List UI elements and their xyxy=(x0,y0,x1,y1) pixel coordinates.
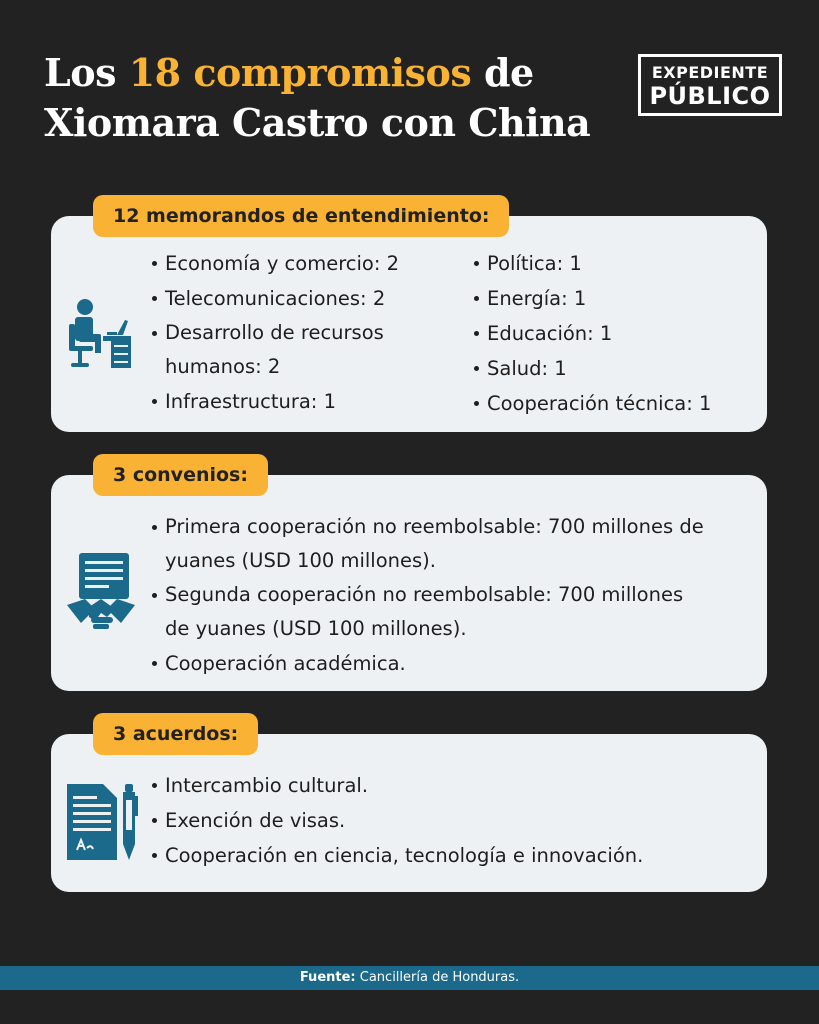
list-item: Intercambio cultural. xyxy=(151,768,643,803)
acuerdos-list xyxy=(151,768,643,873)
signed-document-pen-icon xyxy=(67,782,143,868)
memorandos-list-left xyxy=(151,246,437,419)
list-item: Cooperación técnica: 1 xyxy=(473,386,711,421)
convenios-card xyxy=(51,475,767,691)
memorandos-card xyxy=(51,216,767,432)
title-prefix: Los xyxy=(44,50,116,95)
source-footer xyxy=(0,966,819,990)
list-item: Cooperación académica. xyxy=(151,646,711,681)
footer-text: Cancillería de Honduras. xyxy=(359,970,520,985)
list-item: Energía: 1 xyxy=(473,281,711,316)
memorandos-heading: 12 memorandos de entendimiento: xyxy=(93,195,509,237)
list-item: Exención de visas. xyxy=(151,803,643,838)
list-item: Segunda cooperación no reembolsable: 700 millones de yuanes (USD 100 millones). xyxy=(151,578,705,646)
list-item: Telecomunicaciones: 2 xyxy=(151,281,437,316)
list-item: Primera cooperación no reembolsable: 700 millones de yuanes (USD 100 millones). xyxy=(151,510,705,578)
expediente-publico-logo xyxy=(638,54,782,116)
convenios-heading: 3 convenios: xyxy=(93,454,268,496)
footer-label: Fuente: xyxy=(299,970,356,985)
list-item: Política: 1 xyxy=(473,246,711,281)
list-item: Educación: 1 xyxy=(473,316,711,351)
acuerdos-card xyxy=(51,734,767,892)
list-item: Cooperación en ciencia, tecnología e innovación. xyxy=(151,838,643,873)
document-handshake-icon xyxy=(65,551,137,641)
worker-at-desk-icon xyxy=(67,298,133,374)
list-item: Desarrollo de recursos humanos: 2 xyxy=(151,316,437,384)
title-suffix: de xyxy=(483,50,534,95)
acuerdos-heading: 3 acuerdos: xyxy=(93,713,258,755)
title-highlight: 18 compromisos xyxy=(128,50,472,95)
logo-line2: PÚBLICO xyxy=(649,82,771,110)
logo-line1: EXPEDIENTE xyxy=(651,63,769,82)
title-line2: Xiomara Castro con China xyxy=(44,100,591,145)
list-item: Economía y comercio: 2 xyxy=(151,246,437,281)
page-title xyxy=(44,48,590,148)
convenios-list xyxy=(151,510,711,681)
list-item: Infraestructura: 1 xyxy=(151,384,437,419)
list-item: Salud: 1 xyxy=(473,351,711,386)
memorandos-list-right xyxy=(473,246,711,421)
